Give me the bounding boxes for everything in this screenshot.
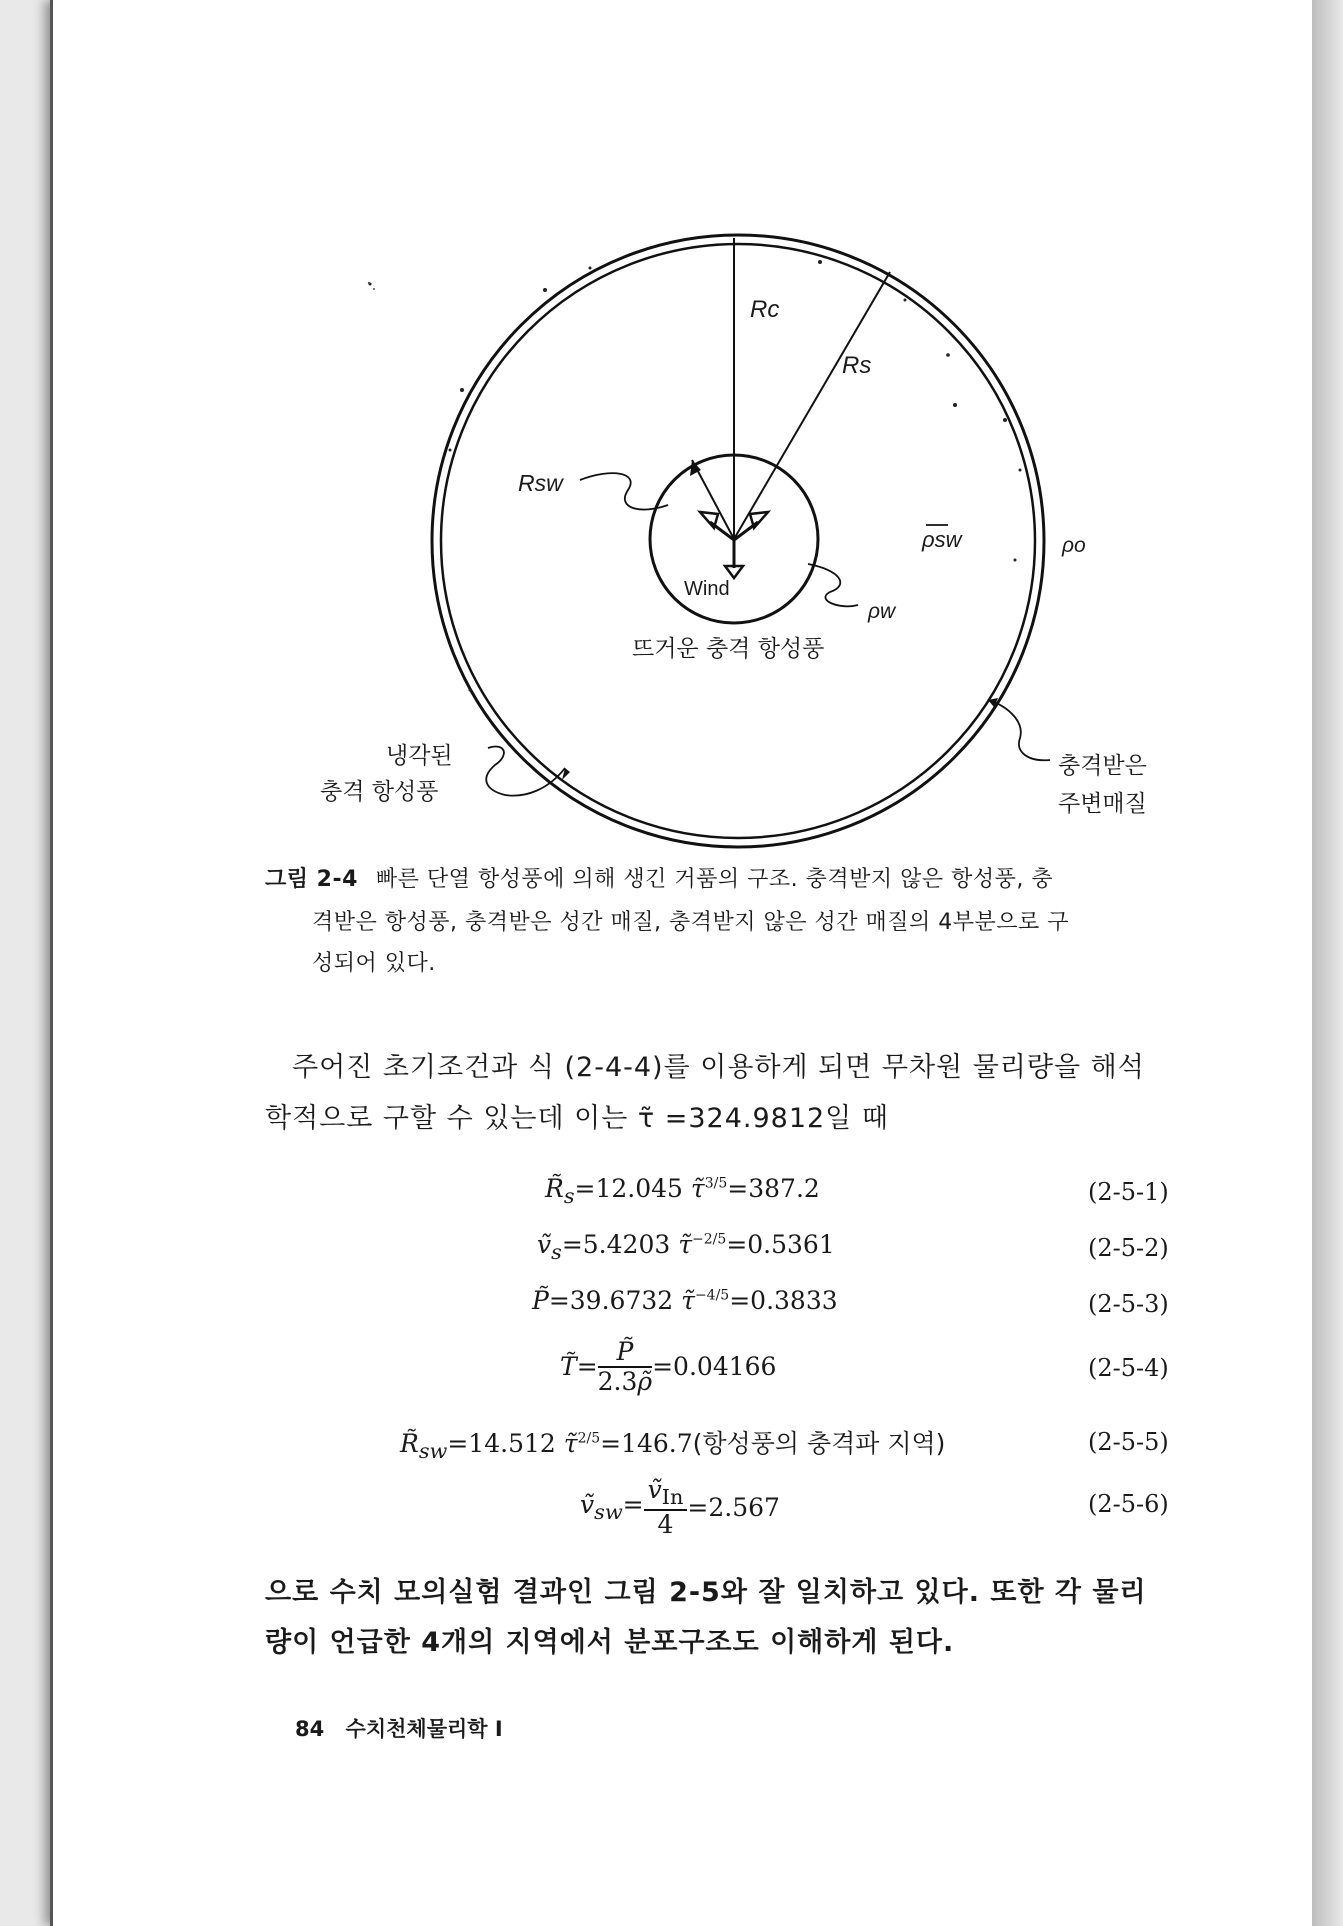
rc-label: Rc — [750, 296, 780, 323]
wind-label: Wind — [684, 578, 730, 600]
paragraph1-line1: 주어진 초기조건과 식 (2-4-4)를 이용하게 되면 무차원 물리량을 해석 — [292, 1052, 1145, 1083]
shocked-ism-label-line2: 주변매질 — [1058, 791, 1147, 817]
equation-2-5-3: P̃=39.6732 τ̃$^{-4/5}$=0.3833 — [532, 1286, 838, 1315]
equation-2-5-6: ṽ$_{sw}$= ṽ$_{In}$ 4 =2.567 — [580, 1475, 780, 1539]
page-footer — [295, 1713, 503, 1743]
shocked-ism-leader-line — [988, 700, 1050, 760]
book-title: 수치천체물리학 Ⅰ — [345, 1717, 503, 1741]
rho-w-label: ρw — [868, 600, 896, 623]
figure-caption-line2: 격받은 항성풍, 충격받은 성간 매질, 충격받지 않은 성간 매질의 4부분으로 구 — [312, 910, 1069, 935]
equation-number: (2-5-2) — [1088, 1234, 1169, 1262]
equation-number: (2-5-4) — [1088, 1354, 1169, 1382]
cooled-wind-leader-line — [486, 746, 565, 795]
shell-specks — [369, 260, 1022, 692]
paragraph2-line2: 량이 언급한 4개의 지역에서 분포구조도 이해하게 된다. — [265, 1627, 955, 1658]
figure-caption-line3: 성되어 있다. — [312, 951, 436, 976]
equation-2-5-2: ṽ$_s$=5.4203 τ̃$^{-2/5}$=0.5361 — [537, 1230, 835, 1264]
paragraph1-line2: 학적으로 구할 수 있는데 이는 τ̃ =324.9812일 때 — [265, 1103, 889, 1134]
stray-dots — [368, 282, 375, 290]
shocked-ism-label-line1: 충격받은 — [1058, 753, 1147, 779]
rsw-label: Rsw — [518, 470, 563, 496]
rho-o-label: ρo — [1062, 534, 1086, 557]
equation-number: (2-5-1) — [1088, 1178, 1169, 1206]
paragraph2-line1: 으로 수치 모의실험 결과인 그림 2-5와 잘 일치하고 있다. 또한 각 물리 — [265, 1577, 1147, 1608]
cooled-wind-label-line2: 충격 항성풍 — [320, 779, 439, 805]
rho-sw-label: ρsw — [922, 527, 962, 552]
rho-w-leader-line — [808, 564, 858, 606]
page-number: 84 — [295, 1717, 325, 1741]
equation-2-5-1: $R̃_s=12.045$ τ̃$^{3/5}$=387.2 — [545, 1174, 820, 1208]
hot-shocked-wind-label: 뜨거운 충격 항성풍 — [632, 636, 825, 662]
figure-number: 그림 2-4 — [265, 867, 358, 892]
equation-number: (2-5-5) — [1088, 1428, 1169, 1456]
rs-label: Rs — [842, 352, 872, 379]
equation-number: (2-5-3) — [1088, 1290, 1169, 1318]
figure-caption-line1: 그림 2-4 빠른 단열 항성풍에 의해 생긴 거품의 구조. 충격받지 않은 항성풍, 충 — [265, 867, 1054, 892]
equation-2-5-4: T̃= $\frac{P̃}{2.3\rhõ}$ =0.04166 — [560, 1337, 777, 1396]
cooled-wind-label-line1: 냉각된 — [386, 743, 453, 769]
rsw-leader-line — [580, 473, 668, 509]
equation-number: (2-5-6) — [1088, 1490, 1169, 1518]
equation-2-5-5: $R̃_{sw}=14.512$ τ̃$^{2/5}$=146.7(항성풍의 충격파 지역) — [400, 1429, 946, 1463]
